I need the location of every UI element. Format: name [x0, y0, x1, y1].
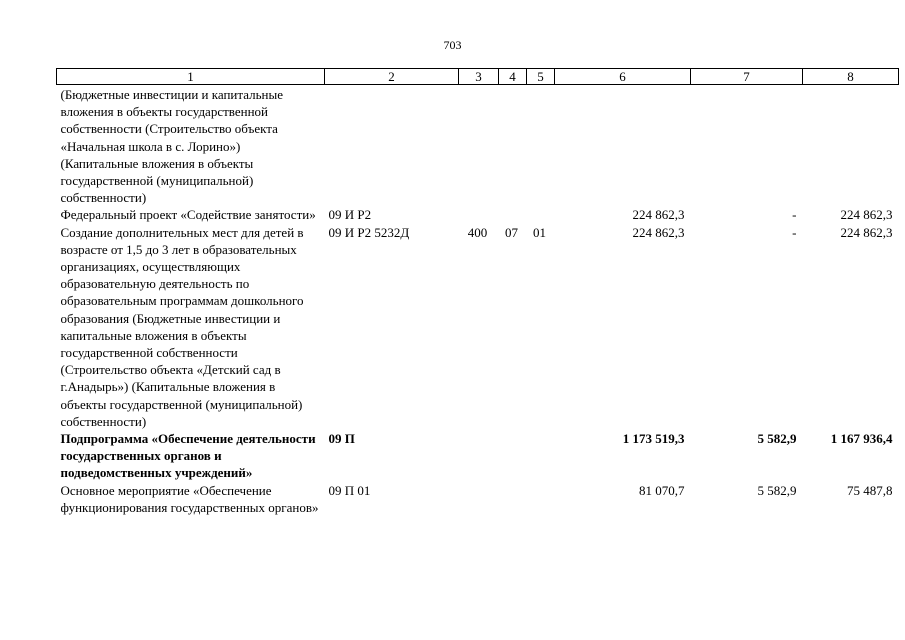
row-name: Подпрограмма «Обеспечение деятельности государственных органов и подведомственных учреждений»	[60, 431, 316, 481]
row-col-3	[459, 430, 499, 482]
row-col-5	[527, 482, 555, 516]
header-col-8: 8	[803, 69, 899, 85]
header-col-2: 2	[325, 69, 459, 85]
row-value-7: 5 582,9	[757, 482, 797, 498]
row-col-5	[527, 85, 555, 207]
row-name: Создание дополнительных мест для детей в возрасте от 1,5 до 3 лет в образовательных организациях, осуществляющих образовательную деятельность по образовательным программам дошкольного образования (Бюджетные инвестиции и капитальные вложения в объекты государственной собственности (Строительство объекта «Детский сад в г.Анадырь») (Капитальные вложения в объекты государственной (муниципальной) собственности)	[60, 224, 304, 429]
row-code: 09 П	[328, 431, 355, 447]
row-value-6: 224 862,3	[632, 207, 685, 223]
row-value-8: 224 862,3	[840, 224, 893, 240]
table-row	[57, 224, 899, 430]
table-row	[57, 206, 899, 223]
header-col-1: 1	[57, 69, 325, 85]
page-number: 703	[443, 38, 462, 52]
row-col-4: 07	[505, 224, 518, 240]
row-value-7	[691, 85, 803, 207]
table-row	[57, 85, 899, 207]
row-code	[325, 85, 459, 207]
row-value-8: 224 862,3	[840, 207, 893, 223]
row-col-3	[459, 206, 499, 223]
row-value-7: 5 582,9	[757, 431, 797, 447]
row-value-6: 81 070,7	[639, 482, 685, 498]
row-code: 09 И Р2	[328, 207, 372, 223]
row-col-4	[499, 430, 527, 482]
row-col-5	[527, 206, 555, 223]
row-name: (Бюджетные инвестиции и капитальные вложения в объекты государственной собственности (Строительство объекта «Начальная школа в с. Лорино») (Капитальные вложения в объекты государственной (муниципальной) собственности)	[60, 87, 283, 206]
row-col-3	[459, 482, 499, 516]
row-name: Федеральный проект «Содействие занятости»	[60, 207, 316, 223]
header-row	[57, 69, 899, 85]
table-row	[57, 482, 899, 516]
row-col-5	[527, 430, 555, 482]
row-name: Основное мероприятие «Обеспечение функционирования государственных органов»	[60, 482, 319, 515]
row-value-6: 224 862,3	[632, 224, 685, 240]
row-col-4	[499, 482, 527, 516]
row-value-8: 75 487,8	[847, 482, 893, 498]
row-code: 09 П 01	[328, 482, 371, 498]
budget-table	[56, 68, 899, 516]
header-col-5: 5	[527, 69, 555, 85]
header-col-7: 7	[691, 69, 803, 85]
row-value-6: 1 173 519,3	[622, 431, 685, 447]
header-col-6: 6	[555, 69, 691, 85]
row-col-4	[499, 85, 527, 207]
row-value-8: 1 167 936,4	[830, 431, 893, 447]
row-value-8	[803, 85, 899, 207]
row-col-4	[499, 206, 527, 223]
header-col-3: 3	[459, 69, 499, 85]
row-value-7: -	[792, 207, 797, 223]
table-row-subprogram	[57, 430, 899, 482]
row-col-5: 01	[533, 224, 546, 240]
row-value-7: -	[792, 224, 797, 240]
row-value-6	[555, 85, 691, 207]
header-col-4: 4	[499, 69, 527, 85]
row-code: 09 И Р2 5232Д	[328, 224, 410, 240]
row-col-3: 400	[467, 224, 488, 240]
row-col-3	[459, 85, 499, 207]
